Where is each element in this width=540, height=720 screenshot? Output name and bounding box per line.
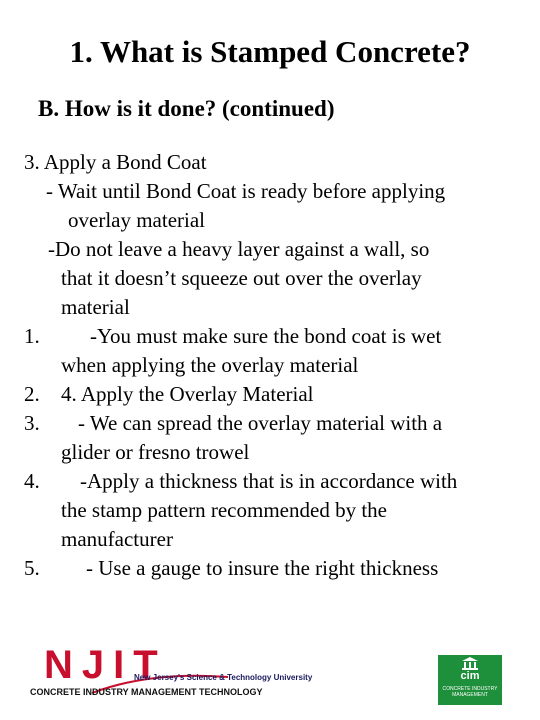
body-line: when applying the overlay material <box>61 353 359 377</box>
body-line: - Use a gauge to insure the right thickness <box>86 556 439 580</box>
body-line: 3. Apply a Bond Coat <box>24 150 207 174</box>
body-line: overlay material <box>68 208 206 232</box>
body-line: that it doesn’t squeeze out over the overlay <box>61 266 422 290</box>
body-line: material <box>61 295 130 319</box>
list-number: 5. <box>24 556 40 580</box>
list-number: 2. <box>24 382 40 406</box>
cim-subtitle: CONCRETE INDUSTRY MANAGEMENT <box>442 686 498 698</box>
body-line: - We can spread the overlay material with a <box>78 411 443 435</box>
njit-logo <box>30 643 313 703</box>
body-line: -You must make sure the bond coat is wet <box>90 324 442 348</box>
njit-wordmark: NJIT <box>44 643 167 687</box>
slide-subtitle: B. How is it done? (continued) <box>38 96 335 121</box>
body-line: -Apply a thickness that is in accordance with <box>80 469 458 493</box>
body-line: 4. Apply the Overlay Material <box>61 382 314 406</box>
njit-program-name: CONCRETE INDUSTRY MANAGEMENT TECHNOLOGY <box>30 687 263 697</box>
body-line: glider or fresno trowel <box>61 440 250 464</box>
body-line: manufacturer <box>61 527 173 551</box>
list-number: 4. <box>24 469 40 493</box>
list-number: 1. <box>24 324 40 348</box>
njit-university-tagline: New Jersey's Science & Technology University <box>134 673 313 682</box>
body-line: the stamp pattern recommended by the <box>61 498 387 522</box>
building-icon <box>462 657 478 670</box>
cim-logo <box>438 655 502 705</box>
cim-wordmark: cim <box>460 670 480 682</box>
slide-title: 1. What is Stamped Concrete? <box>69 34 471 69</box>
body-line: -Do not leave a heavy layer against a wall, so <box>48 237 430 261</box>
list-number: 3. <box>24 411 40 435</box>
body-line: - Wait until Bond Coat is ready before applying <box>46 179 446 203</box>
